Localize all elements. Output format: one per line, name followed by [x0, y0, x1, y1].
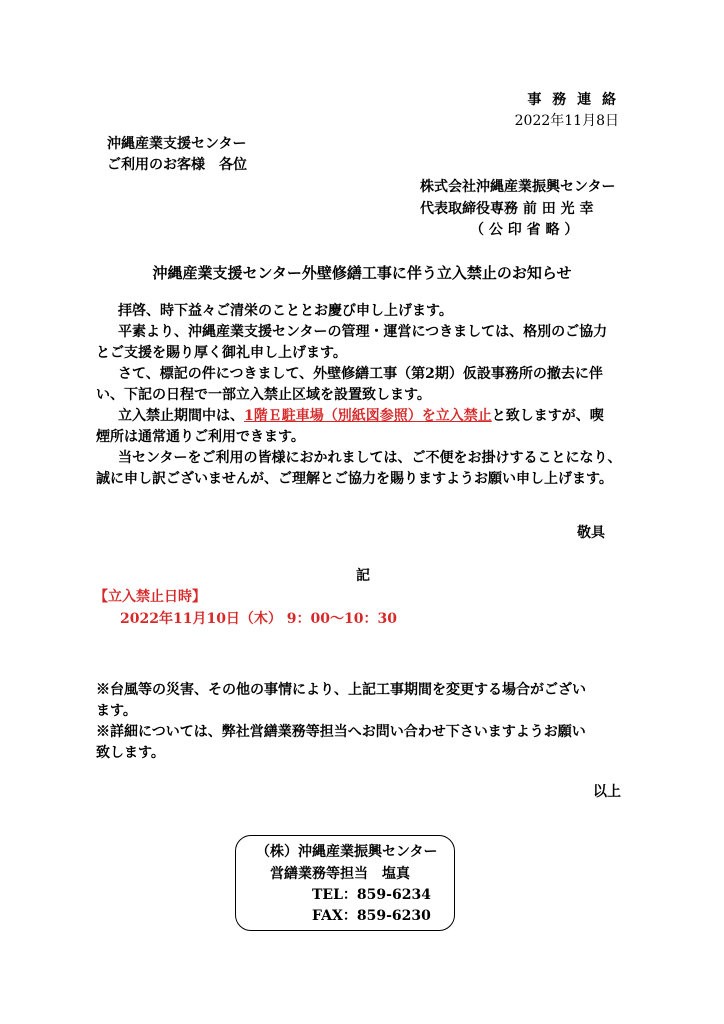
contact-dept: 営繕業務等担当 塩真 — [270, 866, 410, 882]
closing-keigu: 敬具 — [577, 525, 605, 541]
schedule-datetime: 2022年11月10日（木） 9：00～10：30 — [120, 611, 397, 627]
note2-line1: ※詳細については、弊社営繕業務等担当へお問い合わせ下さいますようお願い — [96, 724, 586, 740]
seal-note: （ 公 印 省 略 ） — [470, 222, 579, 238]
body-p4-post: と致しますが、喫 — [491, 408, 604, 424]
recipient-line2: ご利用のお客様 各位 — [107, 157, 247, 173]
note2-line2: 致します。 — [96, 745, 165, 761]
document-date: 2022年11月8日 — [514, 113, 619, 129]
body-p2-line1: 平素より、沖縄産業支援センターの管理・運営につきましては、格別のご協力 — [118, 324, 608, 340]
note1-line1: ※台風等の災害、その他の事情により、上記工事期間を変更する場合がござい — [96, 682, 586, 698]
end-ijou: 以上 — [593, 784, 621, 800]
body-p5-line1: 当センターをご利用の皆様におかれましては、ご不便をお掛けすることになり、 — [118, 450, 622, 466]
sender-company: 株式会社沖縄産業振興センター — [420, 179, 616, 195]
recipient-line1: 沖縄産業支援センター — [107, 136, 247, 152]
page-title: 沖縄産業支援センター外壁修繕工事に伴う立入禁止のお知らせ — [152, 264, 572, 282]
contact-company: （株）沖縄産業振興センター — [256, 844, 438, 860]
body-p3-line2: い、下記の日程で一部立入禁止区域を設置致します。 — [96, 387, 431, 403]
body-p4-line2: 煙所は通常通りご利用できます。 — [96, 429, 305, 445]
note1-line2: ます。 — [96, 703, 137, 719]
contact-tel: TEL：859‐6234 — [312, 887, 431, 903]
letter-body — [96, 301, 636, 490]
schedule-label: 【立入禁止日時】 — [94, 589, 206, 605]
contact-fax: FAX：859‐6230 — [312, 908, 431, 924]
body-p3-line1: さて、標記の件につきまして、外壁修繕工事（第2期）仮設事務所の撤去に伴 — [118, 366, 603, 382]
notes-heading: 記 — [356, 568, 370, 584]
body-p4-pre: 立入禁止期間中は、 — [118, 408, 244, 424]
notice-type: 事 務 連 絡 — [527, 92, 619, 108]
notes-block — [96, 680, 636, 764]
contact-box — [235, 835, 455, 931]
sender-representative: 代表取締役専務 前 田 光 幸 — [420, 201, 594, 217]
body-p5-line2: 誠に申し訳ございませんが、ご理解とご協力を賜りますようお願い申し上げます。 — [96, 471, 613, 487]
body-p2-line2: とご支援を賜り厚く御礼申し上げます。 — [96, 345, 347, 361]
body-p4-line1 — [96, 406, 636, 427]
body-p1: 拝啓、時下益々ご清栄のこととお慶び申し上げます。 — [118, 303, 453, 319]
restricted-area-highlight: 1階Ｅ駐車場（別紙図参照）を立入禁止 — [244, 408, 492, 424]
